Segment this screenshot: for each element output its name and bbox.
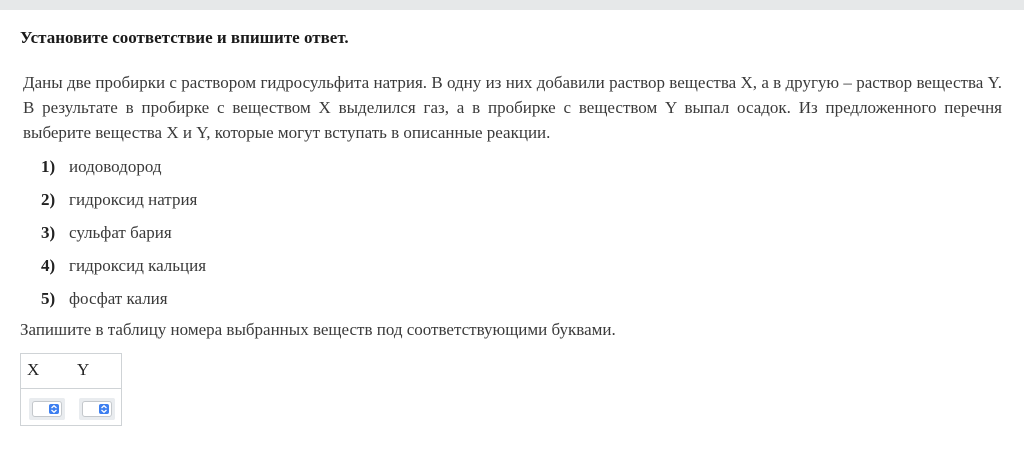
task-content xyxy=(20,28,1002,426)
option-label: иодоводород xyxy=(69,157,162,176)
task-title: Установите соответствие и впишите ответ. xyxy=(20,28,349,47)
option-number: 5) xyxy=(41,289,56,308)
answer-select-y[interactable] xyxy=(82,401,112,417)
list-item xyxy=(20,216,1002,249)
list-item xyxy=(20,249,1002,282)
top-bar xyxy=(0,0,1024,10)
option-number: 1) xyxy=(41,157,56,176)
answer-select-x[interactable] xyxy=(32,401,62,417)
chevron-updown-icon xyxy=(99,404,109,414)
list-item xyxy=(20,282,1002,315)
answer-table-header xyxy=(21,354,121,389)
option-label: сульфат бария xyxy=(69,223,172,242)
column-label-x: X xyxy=(27,360,40,379)
option-number: 4) xyxy=(41,256,56,275)
answer-cell-x xyxy=(29,398,65,420)
instruction-text: Запишите в таблицу номера выбранных веществ под соответствующими буквами. xyxy=(20,320,616,339)
column-label-y: Y xyxy=(77,360,90,379)
option-label: гидроксид натрия xyxy=(69,190,198,209)
option-number: 3) xyxy=(41,223,56,242)
chevron-updown-icon xyxy=(49,404,59,414)
answer-table xyxy=(20,353,122,426)
option-number: 2) xyxy=(41,190,56,209)
options-list xyxy=(20,150,1002,315)
answer-cell-y xyxy=(79,398,115,420)
list-item xyxy=(20,183,1002,216)
list-item xyxy=(20,150,1002,183)
option-label: фосфат калия xyxy=(69,289,168,308)
option-label: гидроксид кальция xyxy=(69,256,207,275)
task-text: Даны две пробирки с раствором гидросульфита натрия. В одну из них добавили раствор вещества X, а в другую – раствор вещества Y. В результате в пробирке с веществом X выделился газ, а в пробирке с веществом Y выпал осадок. Из предложенного перечня выберите вещества X и Y, которые могут вступать в описанные реакции. xyxy=(23,73,1002,142)
